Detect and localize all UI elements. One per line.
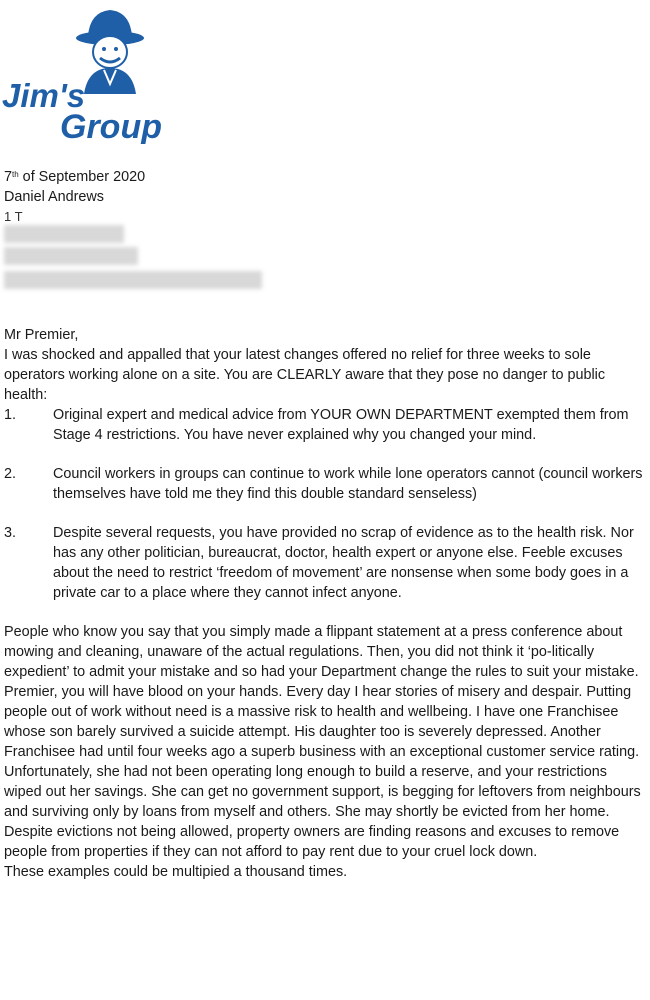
list-text: Original expert and medical advice from YOUR OWN DEPARTMENT exempted them from Stage 4 restrictions. You have never explained why you changed your mind.: [53, 407, 629, 443]
intro-paragraph: I was shocked and appalled that your latest changes offered no relief for three weeks to sole operators working alone on a site. You are CLEARLY aware that they pose no danger to public health:: [4, 347, 606, 403]
recipient-address-visible: 1 T: [4, 209, 23, 224]
list-item: [4, 523, 646, 603]
recipient-name: Daniel Andrews: [4, 189, 104, 205]
list-item: [4, 464, 646, 504]
letter-body: [4, 167, 646, 882]
jims-group-logo: [0, 4, 172, 144]
flippant-paragraph: People who know you say that you simply made a flippant statement at a press conference about mowing and cleaning, unaware of the actual regulations. Then, you did not think it ‘po-litically expedient’ to admit your mistake and so had your Department change the rules to suit your mistake.: [4, 624, 639, 680]
list-number: 1.: [4, 407, 17, 423]
recipient-address-partial: [4, 207, 646, 225]
jim-mascot-icon: [0, 4, 172, 144]
examples-paragraph: These examples could be multipied a thousand times.: [4, 864, 348, 880]
letter-date: [4, 167, 646, 187]
date-rest: of September 2020: [18, 169, 146, 185]
date-day: 7: [4, 169, 13, 185]
list-text: Council workers in groups can continue to work while lone operators cannot (council workers themselves have told me they find this double standard senseless): [53, 466, 643, 502]
logo-text-jims: Jim's: [2, 77, 86, 114]
date-suffix: th: [12, 170, 19, 179]
blood-paragraph: Premier, you will have blood on your hands. Every day I hear stories of misery and despair. Putting people out of work without need is a massive risk to health and wellbeing. I have one Franchisee whose son barely survived a suicide attempt. His daughter too is severely depressed. Another Franchisee had until four weeks ago a superb business with an exceptional customer service rating. Unfortunately, she had not been operating long enough to build a reserve, and your restrictions wiped out her savings. She can get no government support, is begging for leftovers from neighbours and surviving only by loans from myself and others. She may shortly be evicted from her home. Despite evictions not being allowed, property owners are finding reasons and excuses to remove people from properties if they can not afford to pay rent due to your cruel lock down.: [4, 684, 641, 860]
list-item: [4, 405, 646, 445]
salutation: Mr Premier,: [4, 327, 79, 343]
list-number: 3.: [4, 525, 17, 541]
redacted-address: [4, 225, 646, 291]
logo-text-group: Group: [60, 108, 162, 144]
list-number: 2.: [4, 466, 17, 482]
list-text: Despite several requests, you have provided no scrap of evidence as to the health risk. Nor has any other politician, bureaucrat, doctor, health expert or anyone else. Feeble excuses about the need to restrict ‘freedom of movement’ are nonsense when some body goes in a private car to a place where they cannot infect anyone.: [53, 525, 634, 601]
